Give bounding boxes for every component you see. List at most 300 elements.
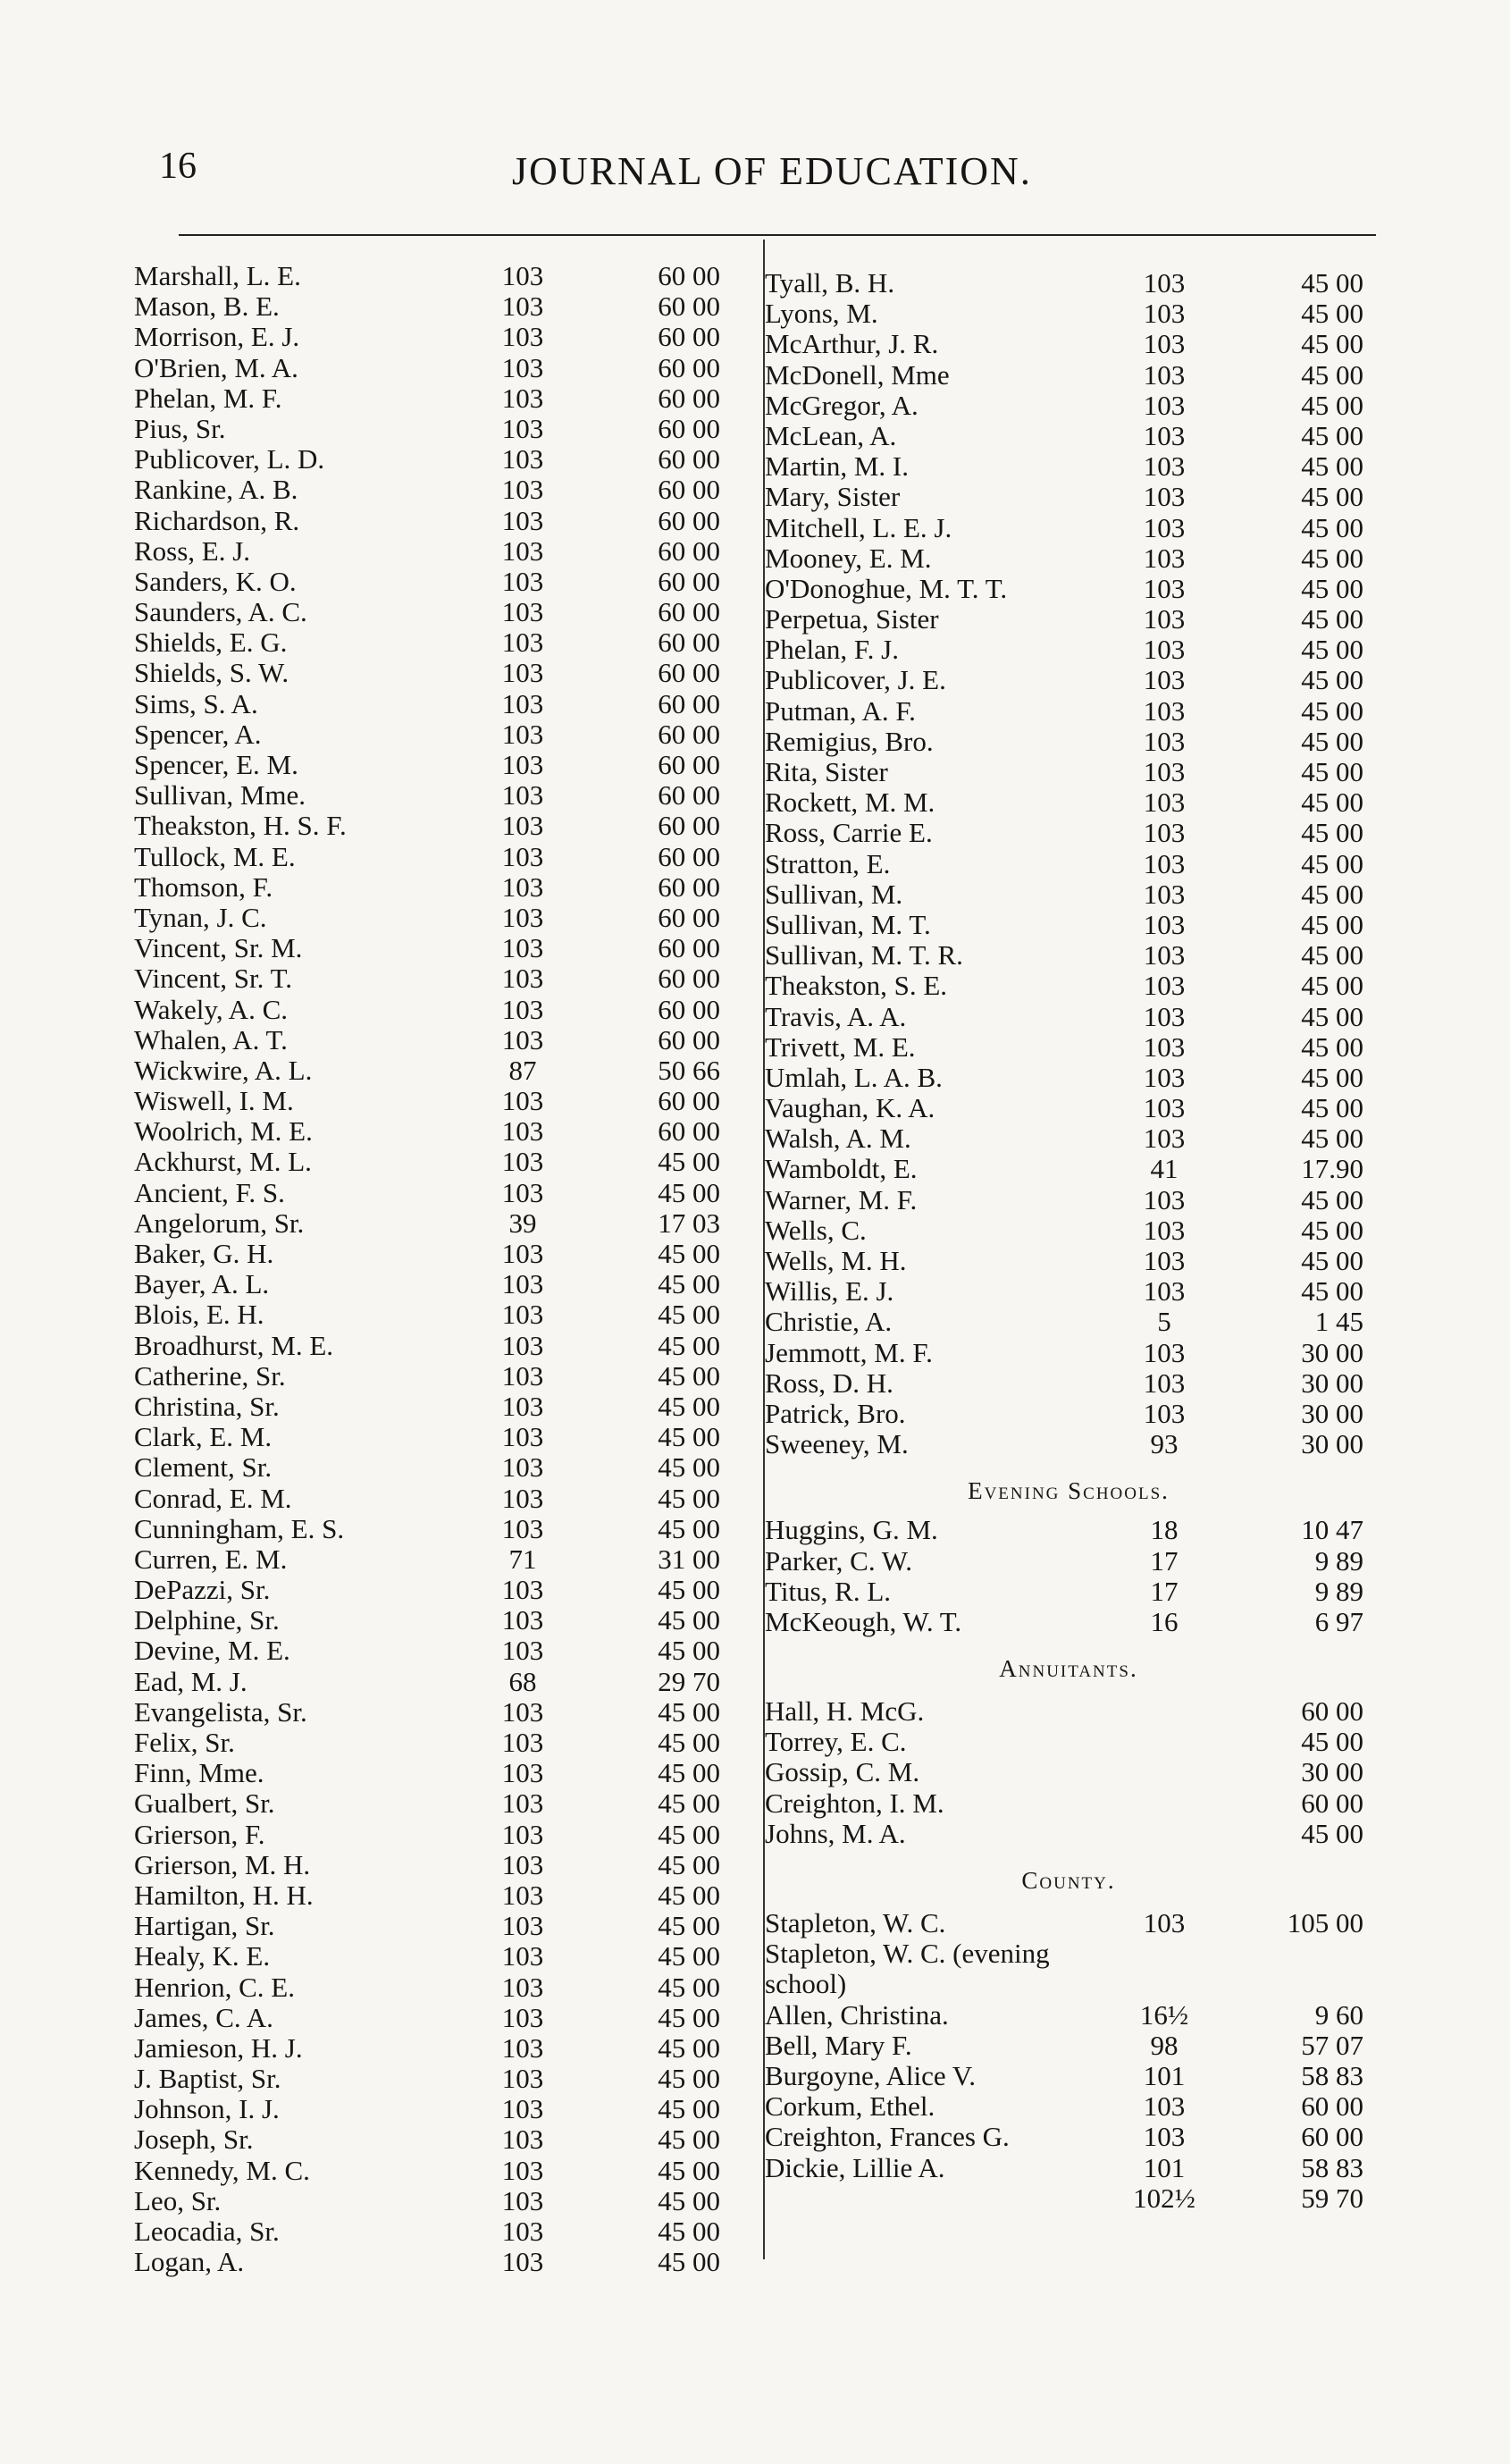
days-taught: 103 [501,2216,544,2247]
days-taught: 103 [1143,1183,1186,1215]
table-row [765,1757,1372,1787]
grant-amount: 45 00 [1301,908,1363,940]
days-taught: 103 [1143,756,1186,787]
table-row [765,1399,1372,1429]
days-taught: 103 [501,1023,544,1055]
table-row [134,1911,751,1941]
grant-amount: 60 00 [658,749,720,780]
table-row [765,1938,1372,1969]
table-row [134,291,751,322]
grant-amount: 60 00 [658,382,720,414]
table-row [765,2061,1372,2091]
table-row [765,1246,1372,1276]
grant-amount: 45 00 [1301,1214,1363,1246]
grant-amount: 45 00 [658,1451,720,1484]
table-row [765,1215,1372,1246]
days-taught: 18 [1150,1514,1179,1546]
grant-amount: 30 00 [1301,1756,1363,1788]
days-taught: 103 [501,504,544,536]
teacher-name: Johnson, I. J. [134,2093,280,2125]
grant-amount: 60 00 [1301,1695,1363,1728]
grant-amount: 60 00 [658,321,720,353]
table-row [765,2000,1372,2031]
teacher-name: Kennedy, M. C. [134,2154,310,2186]
grant-amount: 45 00 [1301,572,1363,604]
days-taught: 103 [501,260,544,291]
teacher-name: Broadhurst, M. E. [134,1329,334,1361]
teacher-name: Walsh, A. M. [765,1123,911,1155]
grant-amount: 45 00 [658,1635,720,1667]
grant-amount: 30 00 [1301,1367,1363,1399]
grant-amount: 45 00 [658,1695,720,1728]
table-row [134,2216,751,2247]
table-row [134,383,751,414]
days-taught: 103 [501,810,544,842]
table-row [765,757,1372,787]
table-row [134,1880,751,1911]
days-taught: 103 [501,657,544,689]
teacher-name: Willis, E. J. [765,1275,894,1308]
teacher-name: McKeough, W. T. [765,1605,962,1637]
table-row [765,879,1372,910]
grant-amount: 45 00 [1301,847,1363,879]
section-title-county: County. [1021,1867,1116,1894]
table-row [134,1820,751,1850]
grant-amount: 45 00 [658,1238,720,1269]
table-row [765,360,1372,391]
grant-amount: 45 00 [658,1421,720,1453]
table-row [134,842,751,872]
grant-amount: 30 00 [1301,1336,1363,1368]
teacher-name: Phelan, F. J. [765,634,899,666]
grant-amount: 60 00 [658,565,720,597]
table-row [765,513,1372,543]
table-row [134,1208,751,1239]
grant-amount: 45 00 [658,1848,720,1880]
days-taught: 103 [501,993,544,1025]
teacher-name: Healy, K. E. [134,1940,271,1972]
grant-amount: 45 00 [658,1971,720,2003]
grant-amount: 45 00 [1301,328,1363,360]
teacher-name: Woolrich, M. E. [134,1115,313,1148]
days-taught: 103 [501,779,544,812]
table-row [134,567,751,597]
days-taught: 103 [501,1512,544,1544]
days-taught: 103 [1143,1030,1186,1063]
teacher-name: Spencer, E. M. [134,749,298,780]
days-taught: 103 [1143,1092,1186,1124]
days-taught: 103 [501,1940,544,1972]
teacher-name: James, C. A. [134,2001,273,2033]
grant-amount: 9 60 [1314,1998,1363,2031]
grant-amount: 60 00 [658,474,720,506]
teacher-name: Curren, E. M. [134,1543,288,1575]
grant-amount: 30 00 [1301,1428,1363,1460]
days-taught: 103 [501,1238,544,1269]
teacher-name: J. Baptist, Sr. [134,2063,281,2095]
table-row [134,689,751,719]
teacher-name: Tyall, B. H. [765,267,895,299]
table-row [765,1696,1372,1727]
header-rule [179,234,1376,236]
days-taught: 103 [1143,1214,1186,1246]
grant-amount: 45 00 [1301,1183,1363,1215]
grant-amount: 60 00 [658,351,720,383]
grant-amount: 60 00 [658,1023,720,1055]
days-taught: 101 [1143,2059,1186,2091]
table-row [765,299,1372,329]
grant-amount: 45 00 [1301,267,1363,299]
days-taught: 103 [501,1268,544,1300]
right-column [765,268,1372,2214]
grant-amount: 45 00 [1301,1817,1363,1849]
grant-amount: 45 00 [658,1176,720,1208]
grant-amount: 31 00 [658,1543,720,1575]
grant-amount: 60 00 [658,443,720,475]
page-header [159,145,1374,198]
grant-amount: 9 89 [1314,1575,1363,1607]
teacher-name: Titus, R. L. [765,1575,891,1607]
table-row [134,1758,751,1788]
teacher-name: Rockett, M. M. [765,786,935,819]
table-row [765,1368,1372,1399]
grant-amount: 45 00 [658,1879,720,1911]
left-column-list [134,261,751,2277]
teacher-name: Umlah, L. A. B. [765,1061,943,1093]
teacher-name: Dickie, Lillie A. [765,2151,945,2183]
days-taught: 103 [1143,572,1186,604]
days-taught: 103 [501,687,544,719]
days-taught: 103 [501,627,544,659]
days-taught: 103 [501,596,544,628]
teacher-name: Pius, Sr. [134,412,226,444]
grant-amount: 45 00 [1301,542,1363,574]
grant-amount: 60 00 [658,534,720,567]
table-row [765,1515,1372,1545]
teacher-name: Wells, C. [765,1214,867,1246]
annuitants-list [765,1696,1372,1849]
county-list [765,1908,1372,2214]
table-row [765,787,1372,818]
days-taught: 103 [501,963,544,995]
table-row [765,1093,1372,1123]
grant-amount: 60 00 [658,840,720,872]
grant-amount: 45 00 [658,1359,720,1392]
table-row [134,872,751,903]
teacher-name: Phelan, M. F. [134,382,282,414]
days-taught: 102½ [1133,2182,1195,2214]
teacher-name: Remigius, Bro. [765,725,934,757]
teacher-name: Wells, M. H. [765,1245,907,1276]
days-taught: 103 [501,2063,544,2095]
teacher-name: Ancient, F. S. [134,1176,285,1208]
days-taught: 103 [1143,603,1186,635]
days-taught: 16½ [1139,1998,1189,2031]
days-taught: 41 [1150,1153,1179,1185]
table-row [134,995,751,1025]
grant-amount: 45 00 [658,2246,720,2278]
table-row [765,2183,1372,2214]
grant-amount: 45 00 [1301,1061,1363,1093]
days-taught: 103 [1143,1123,1186,1155]
table-row [134,2033,751,2064]
grant-amount: 45 00 [1301,1726,1363,1758]
grant-amount: 45 00 [1301,970,1363,1002]
teacher-name: Felix, Sr. [134,1727,235,1758]
table-row [134,811,751,841]
days-taught: 103 [501,321,544,353]
teacher-name: Vaughan, K. A. [765,1092,935,1124]
grant-amount: 6 97 [1314,1605,1363,1637]
table-row [134,2094,751,2124]
teacher-name: Marshall, L. E. [134,260,301,291]
teacher-name: Publicover, J. E. [765,664,946,696]
days-taught: 71 [508,1543,537,1575]
teacher-name: Hamilton, H. H. [134,1879,314,1911]
teacher-name: Travis, A. A. [765,1000,907,1032]
days-taught: 17 [1150,1575,1179,1607]
table-row [134,1544,751,1575]
teacher-name: McDonell, Mme [765,358,950,391]
days-taught: 103 [501,1085,544,1117]
teacher-name: Wiswell, I. M. [134,1085,294,1117]
days-taught: 103 [1143,1275,1186,1308]
teacher-name: Burgoyne, Alice V. [765,2059,976,2091]
table-row [134,1239,751,1269]
grant-amount: 57 07 [1301,2029,1363,2061]
teacher-name: Putman, A. F. [765,694,916,727]
table-row [765,1154,1372,1184]
days-taught: 103 [1143,817,1186,849]
table-row [765,1123,1372,1154]
grant-amount: 45 00 [658,1482,720,1514]
days-taught: 5 [1157,1306,1171,1338]
grant-amount: 45 00 [1301,756,1363,787]
teacher-name: Tullock, M. E. [134,840,296,872]
table-row [765,1185,1372,1215]
days-taught: 103 [1143,1397,1186,1429]
days-taught: 103 [1143,1000,1186,1032]
grant-amount: 29 70 [658,1665,720,1697]
days-taught: 103 [1143,634,1186,666]
table-row [765,604,1372,635]
grant-amount: 45 00 [658,1604,720,1636]
teacher-name: Thomson, F. [134,870,273,903]
days-taught: 103 [501,1574,544,1606]
days-taught: 103 [501,474,544,506]
teacher-name: Blois, E. H. [134,1299,264,1331]
teacher-name: Vincent, Sr. M. [134,932,303,964]
teacher-name: Mitchell, L. E. J. [765,511,952,543]
table-row [134,1514,751,1544]
table-row [134,2247,751,2277]
teacher-name: Martin, M. I. [765,450,910,483]
days-taught: 103 [1143,419,1186,451]
teacher-name: Christina, Sr. [134,1390,280,1422]
table-row [134,322,751,352]
table-row [134,1452,751,1483]
teacher-name: Grierson, F. [134,1818,265,1850]
teacher-name: Saunders, A. C. [134,596,307,628]
teacher-name: Gossip, C. M. [765,1756,920,1788]
table-row [765,1607,1372,1637]
days-taught: 103 [501,2093,544,2125]
days-taught: 103 [501,382,544,414]
days-taught: 101 [1143,2151,1186,2183]
days-taught: 103 [501,932,544,964]
table-row [134,1422,751,1452]
grant-amount: 45 00 [1301,878,1363,910]
teacher-name: Angelorum, Sr. [134,1207,305,1239]
table-row [134,1055,751,1086]
table-row [765,818,1372,848]
days-taught: 103 [501,565,544,597]
teacher-name: Sullivan, M. [765,878,903,910]
teacher-name: Sullivan, Mme. [134,779,306,812]
grant-amount: 60 00 [1301,1787,1363,1819]
days-taught: 103 [501,840,544,872]
days-taught: 103 [501,1695,544,1728]
grant-amount: 60 00 [658,627,720,659]
teacher-name: Richardson, R. [134,504,300,536]
table-row [134,2186,751,2216]
days-taught: 103 [501,901,544,933]
days-taught: 103 [501,2246,544,2278]
teacher-name: Wickwire, A. L. [134,1054,313,1086]
table-row [134,750,751,780]
table-row [134,933,751,963]
table-row [134,1636,751,1666]
table-row [765,971,1372,1001]
days-taught: 103 [1143,328,1186,360]
grant-amount: 45 00 [658,1268,720,1300]
teacher-name: Hartigan, Sr. [134,1910,275,1942]
days-taught: 103 [501,1359,544,1392]
teacher-name: Allen, Christina. [765,1998,949,2031]
days-taught: 103 [501,1848,544,1880]
grant-amount: 60 00 [658,901,720,933]
table-row [765,543,1372,574]
days-taught: 103 [1143,1336,1186,1368]
section-title-annuitants: Annuitants. [999,1655,1138,1683]
grant-amount: 45 00 [658,2123,720,2156]
teacher-name: Patrick, Bro. [765,1397,906,1429]
table-row [765,910,1372,940]
teacher-name: Parker, C. W. [765,1544,912,1577]
teacher-name: Grierson, M. H. [134,1848,311,1880]
grant-amount: 45 00 [1301,1245,1363,1276]
grant-amount: 10 47 [1301,1514,1363,1546]
teacher-name: Catherine, Sr. [134,1359,286,1392]
days-taught: 103 [501,1146,544,1178]
grant-amount: 45 00 [658,1574,720,1606]
grant-amount: 45 00 [658,2184,720,2216]
teacher-name: Hall, H. McG. [765,1695,925,1728]
teacher-name: Theakston, H. S. F. [134,810,347,842]
grant-amount: 60 00 [658,1085,720,1117]
teacher-name: Stapleton, W. C. (evening [765,1938,1050,1970]
table-row [765,1429,1372,1459]
days-taught: 103 [501,1451,544,1484]
days-taught: 103 [1143,389,1186,421]
teacher-name: Warner, M. F. [765,1183,918,1215]
teacher-name: Sullivan, M. T. [765,908,931,940]
days-taught: 103 [501,718,544,750]
grant-amount: 59 70 [1301,2182,1363,2214]
teacher-name: Delphine, Sr. [134,1604,280,1636]
grant-amount: 45 00 [1301,511,1363,543]
days-taught: 103 [501,443,544,475]
table-row [765,849,1372,879]
grant-amount: 58 83 [1301,2151,1363,2183]
teacher-name: Corkum, Ethel. [765,2090,935,2123]
grant-amount: 60 00 [658,1115,720,1148]
grant-amount: 60 00 [658,412,720,444]
table-row [134,1116,751,1147]
teacher-name: Baker, G. H. [134,1238,274,1269]
table-row [765,2122,1372,2152]
grant-amount: 60 00 [658,963,720,995]
teacher-name: Jemmott, M. F. [765,1336,933,1368]
table-row [765,1819,1372,1849]
teacher-name: Shields, E. G. [134,627,288,659]
teacher-name: Bell, Mary F. [765,2029,912,2061]
page-number: 16 [159,146,197,187]
grant-amount: 45 00 [1301,603,1363,635]
teacher-name: Jamieson, H. J. [134,2031,303,2064]
teacher-name: Shields, S. W. [134,657,289,689]
teacher-name: Rankine, A. B. [134,474,298,506]
grant-amount: 60 00 [658,504,720,536]
grant-amount: 45 00 [658,2216,720,2247]
teacher-name: Wakely, A. C. [134,993,288,1025]
grant-amount: 45 00 [1301,1030,1363,1063]
days-taught: 103 [1143,2121,1186,2153]
grant-amount: 45 00 [1301,694,1363,727]
teacher-name: Logan, A. [134,2246,245,2278]
table-row [765,2031,1372,2061]
teacher-name: O'Brien, M. A. [134,351,298,383]
days-taught: 103 [501,1635,544,1667]
grant-amount: 50 66 [658,1054,720,1086]
teacher-name: Tynan, J. C. [134,901,267,933]
teacher-name: Stratton, E. [765,847,891,879]
table-row [134,903,751,933]
table-row [134,1299,751,1330]
teacher-name: Clement, Sr. [134,1451,273,1484]
grant-amount: 60 00 [658,779,720,812]
grant-amount: 45 00 [658,2001,720,2033]
table-row [134,1269,751,1299]
evening-schools-list [765,1515,1372,1637]
days-taught: 103 [501,1818,544,1850]
teacher-name: Johns, M. A. [765,1817,906,1849]
table-row [765,1276,1372,1307]
teacher-name: Evangelista, Sr. [134,1695,307,1728]
teacher-name: Christie, A. [765,1306,893,1338]
grant-amount: 30 00 [1301,1397,1363,1429]
days-taught: 103 [501,1727,544,1758]
teacher-name: Whalen, A. T. [134,1023,288,1055]
grant-amount: 105 00 [1287,1907,1363,1938]
table-row [765,451,1372,482]
teacher-name: school) [765,1968,847,2000]
grant-amount: 45 00 [1301,358,1363,391]
days-taught: 98 [1150,2029,1179,2061]
days-taught: 103 [501,1879,544,1911]
teacher-name: Mooney, E. M. [765,542,932,574]
teacher-name: Spencer, A. [134,718,262,750]
